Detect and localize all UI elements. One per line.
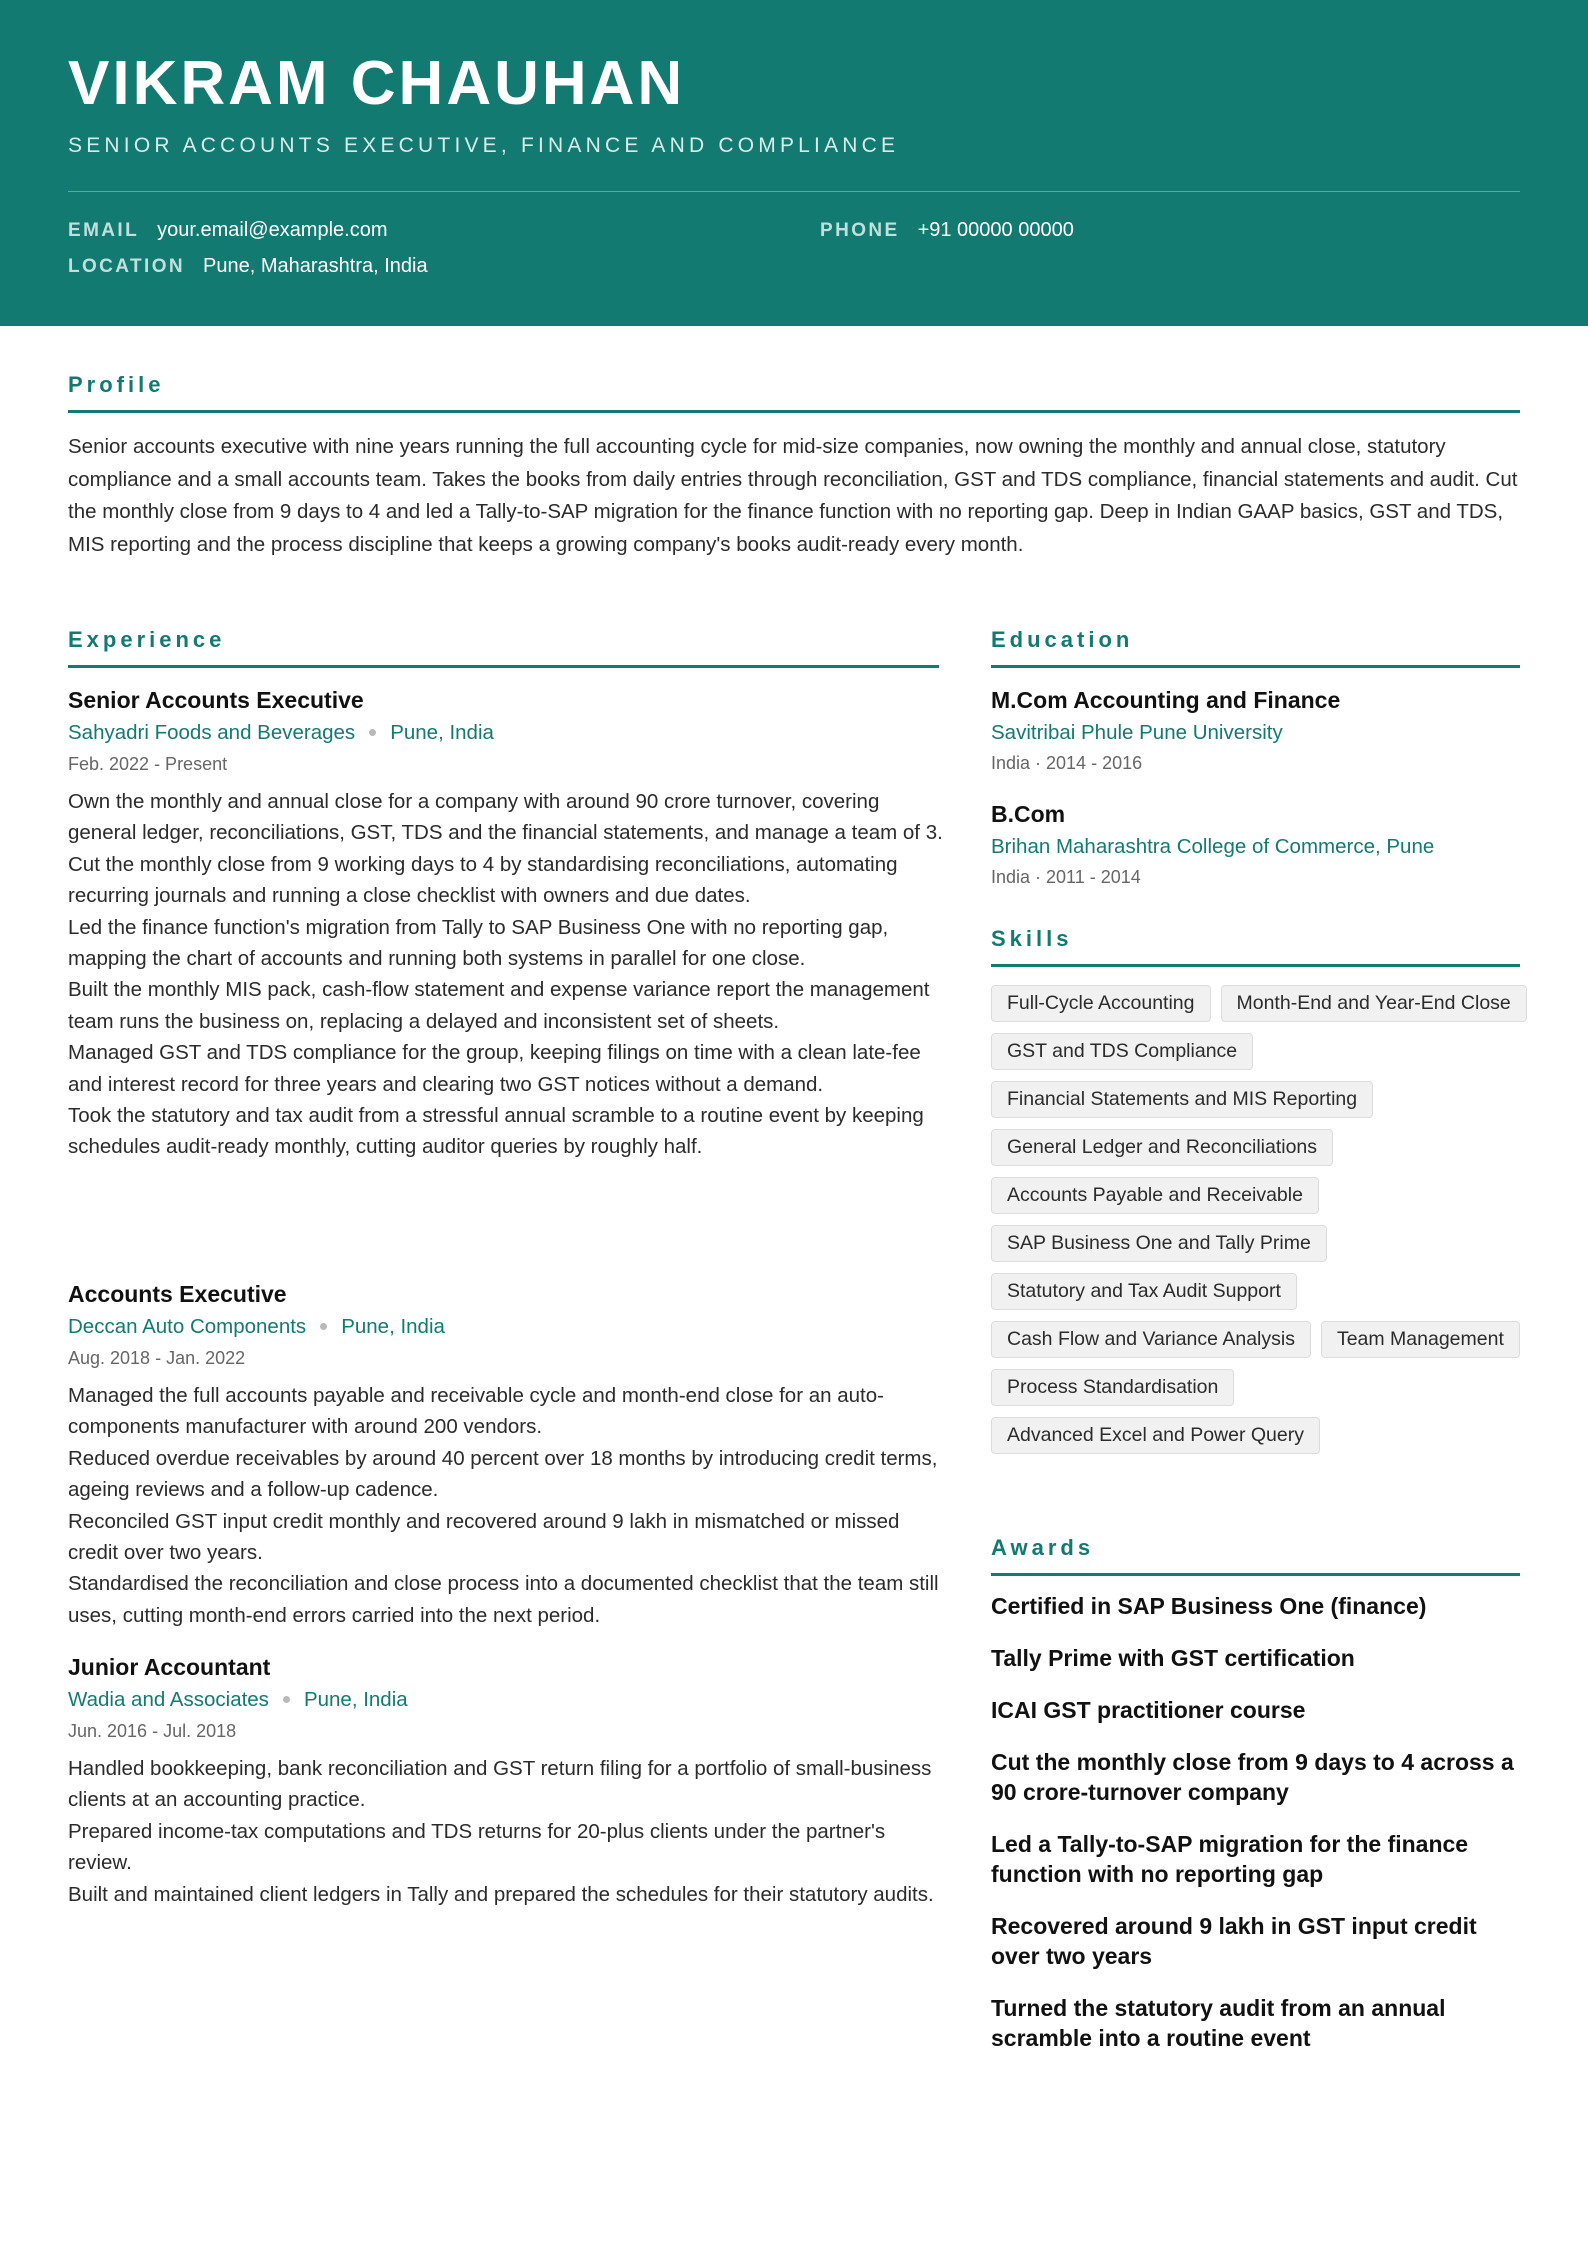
job-company: Deccan Auto Components <box>68 1315 307 1338</box>
award-item: Recovered around 9 lakh in GST input credit over two years <box>991 1913 1477 1969</box>
education-entry <box>991 799 1531 890</box>
skill-chip: Team Management <box>1321 1321 1520 1358</box>
job-bullets <box>68 786 948 1163</box>
education-heading: Education <box>991 627 1134 652</box>
job-bullet: Handled bookkeeping, bank reconciliation and GST return filing for a portfolio of small-business clients at an accounting practice. <box>68 1757 932 1812</box>
awards-heading: Awards <box>991 1535 1095 1560</box>
award-item: Led a Tally-to-SAP migration for the finance function with no reporting gap <box>991 1831 1469 1887</box>
job-bullet: Reconciled GST input credit monthly and recovered around 9 lakh in mismatched or missed credit over two years. <box>68 1509 900 1565</box>
job-bullet: Prepared income-tax computations and TDS returns for 20-plus clients under the partner's review. <box>68 1819 886 1875</box>
job-company-line <box>68 1312 948 1342</box>
experience-heading: Experience <box>68 627 226 652</box>
separator-dot <box>320 1323 327 1330</box>
header-divider <box>68 191 1520 192</box>
job-bullets <box>68 1380 948 1631</box>
skills-rule <box>991 964 1520 967</box>
contact-phone-value[interactable]: +91 00000 00000 <box>917 219 1074 241</box>
candidate-name: VIKRAM CHAUHAN <box>68 49 686 118</box>
job-bullet: Cut the monthly close from 9 working days to 4 by standardising reconciliations, automating recurring journals and running a close checklist with owners and due dates. <box>68 852 898 908</box>
profile-heading: Profile <box>68 372 165 397</box>
profile-rule <box>68 410 1520 413</box>
contact-phone <box>820 219 1074 242</box>
skill-chip: GST and TDS Compliance <box>991 1033 1253 1070</box>
skill-chip: SAP Business One and Tally Prime <box>991 1225 1327 1262</box>
job-company: Wadia and Associates <box>68 1688 269 1711</box>
award-item: Cut the monthly close from 9 days to 4 across a 90 crore-turnover company <box>991 1749 1514 1805</box>
skill-chip: Financial Statements and MIS Reporting <box>991 1081 1373 1118</box>
experience-rule <box>68 665 939 668</box>
job-dates: Feb. 2022 - Present <box>68 754 228 774</box>
job-location: Pune, India <box>341 1315 445 1338</box>
skills-heading: Skills <box>991 926 1073 951</box>
job-bullet: Took the statutory and tax audit from a stressful annual scramble to a routine event by keeping schedules audit-ready monthly, cutting auditor queries by roughly half. <box>68 1104 924 1159</box>
job-entry <box>68 685 948 1163</box>
job-title: Junior Accountant <box>68 1654 271 1680</box>
education-rule <box>991 665 1520 668</box>
job-bullet: Managed the full accounts payable and receivable cycle and month-end close for an auto-components manufacturer with around 200 vendors. <box>68 1384 884 1439</box>
job-title: Senior Accounts Executive <box>68 687 364 713</box>
job-location: Pune, India <box>390 721 494 744</box>
education-school: Savitribai Phule Pune University <box>991 721 1283 744</box>
awards-list <box>991 1591 1531 2075</box>
awards-rule <box>991 1573 1520 1576</box>
separator-dot <box>369 729 376 736</box>
award-item: Turned the statutory audit from an annual scramble into a routine event <box>991 1995 1446 2051</box>
contact-email <box>68 219 388 242</box>
job-bullet: Reduced overdue receivables by around 40 percent over 18 months by introducing credit terms, ageing reviews and a follow-up cadence. <box>68 1446 938 1502</box>
education-meta: India · 2014 - 2016 <box>991 753 1143 773</box>
job-bullet: Standardised the reconciliation and close process into a documented checklist that the team still uses, cutting month-end errors carried into the next period. <box>68 1572 939 1627</box>
skill-chip: General Ledger and Reconciliations <box>991 1129 1333 1166</box>
skill-chip: Process Standardisation <box>991 1369 1234 1406</box>
education-school: Brihan Maharashtra College of Commerce, Pune <box>991 835 1435 858</box>
job-company-line <box>68 1685 948 1715</box>
job-bullets <box>68 1753 948 1910</box>
job-company: Sahyadri Foods and Beverages <box>68 721 356 744</box>
award-item: Certified in SAP Business One (finance) <box>991 1593 1427 1619</box>
education-meta: India · 2011 - 2014 <box>991 867 1141 887</box>
contact-phone-label: PHONE <box>820 220 900 241</box>
job-entry <box>68 1279 948 1631</box>
education-degree: B.Com <box>991 801 1066 827</box>
job-entry <box>68 1652 948 1910</box>
education-entry <box>991 685 1531 776</box>
job-dates: Jun. 2016 - Jul. 2018 <box>68 1721 237 1741</box>
profile-summary: Senior accounts executive with nine years running the full accounting cycle for mid-size companies, now owning the monthly and annual close, statutory compliance and a small accounts team. Takes the books from daily entries through reconciliation, GST and TDS compliance, financial statements and audit. Cut the monthly close from 9 days to 4 and led a Tally-to-SAP migration for the finance function with no reporting gap. Deep in Indian GAAP basics, GST and TDS, MIS reporting and the process discipline that keeps a growing company's books audit-ready every month. <box>68 435 1518 556</box>
job-bullet: Managed GST and TDS compliance for the group, keeping filings on time with a clean late-fee and interest record for three years and clearing two GST notices without a demand. <box>68 1041 921 1096</box>
job-title: Accounts Executive <box>68 1281 287 1307</box>
skills-list <box>991 985 1531 1454</box>
header-banner <box>0 0 1588 326</box>
skill-chip: Accounts Payable and Receivable <box>991 1177 1319 1214</box>
separator-dot <box>283 1696 290 1703</box>
job-location: Pune, India <box>303 1688 408 1711</box>
job-company-line <box>68 718 948 748</box>
skill-chip: Cash Flow and Variance Analysis <box>991 1321 1311 1358</box>
education-degree: M.Com Accounting and Finance <box>991 687 1341 713</box>
contact-email-value[interactable]: your.email@example.com <box>157 219 388 241</box>
skill-chip: Month-End and Year-End Close <box>1221 985 1527 1022</box>
job-dates: Aug. 2018 - Jan. 2022 <box>68 1348 246 1368</box>
skill-chip: Advanced Excel and Power Query <box>991 1417 1320 1454</box>
job-bullet: Built the monthly MIS pack, cash-flow statement and expense variance report the management team runs the business on, replacing a delayed and inconsistent set of sheets. <box>68 978 930 1033</box>
job-bullet: Led the finance function's migration from Tally to SAP Business One with no reporting gap, mapping the chart of accounts and running both systems in parallel for one close. <box>68 915 889 971</box>
skill-chip: Full-Cycle Accounting <box>991 985 1211 1022</box>
contact-location-value: Pune, Maharashtra, India <box>203 255 428 277</box>
candidate-title: SENIOR ACCOUNTS EXECUTIVE, FINANCE AND COMPLIANCE <box>68 134 900 157</box>
award-item: Tally Prime with GST certification <box>991 1645 1355 1671</box>
contact-location <box>68 255 428 278</box>
award-item: ICAI GST practitioner course <box>991 1697 1306 1723</box>
skill-chip: Statutory and Tax Audit Support <box>991 1273 1297 1310</box>
contact-email-label: EMAIL <box>68 220 140 241</box>
job-bullet: Own the monthly and annual close for a company with around 90 crore turnover, covering general ledger, reconciliations, GST, TDS and the financial statements, and manage a team of 3. <box>68 790 943 845</box>
job-bullet: Built and maintained client ledgers in Tally and prepared the schedules for their statutory audits. <box>68 1882 934 1906</box>
contact-location-label: LOCATION <box>68 256 186 277</box>
